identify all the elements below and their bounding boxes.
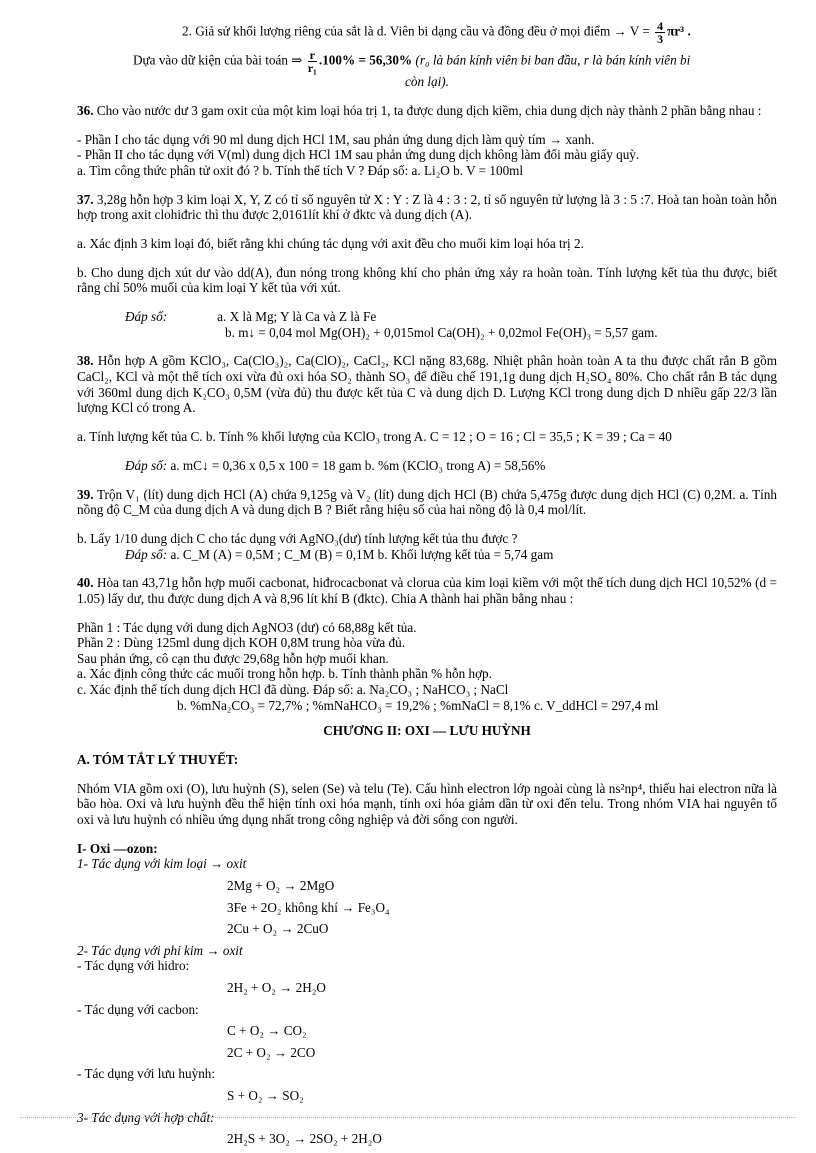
equation: 2C + O₂ → 2CO (227, 1044, 316, 1060)
equation: 3Fe + 2O₂ không khí → Fe₃O₄ (227, 899, 390, 915)
equation: 2H₂ + O₂ → 2H₂O (227, 979, 326, 995)
document-page (77, 20, 777, 1153)
question-38: 38. Hỗn hợp A gồm KClO₃, Ca(ClO₃)₂, Ca(ClO)₂, CaCl₂, KCl nặng 83,68g. Nhiệt phân hoàn toàn A ta thu được chất rắn B gồm CaCl₂, KCl và một thể tích oxi vừa đủ oxi hóa SO₂ thành SO₃ để điều chế 191,1g dung dịch H₂SO₄ 80%. Cho chất rắn B tác dụng với 360ml dung dịch K₂CO₃ 0,5M (vừa đủ) thu được kết tủa C và dung dịch D. Lượng KCl trong dung dịch D nhiều gấp 22/3 lần lượng KCl có trong A. a. Tính lượng kết tủa C. b. Tính % khối lượng của KClO₃ trong A. C = 12 ; O = 16 ; Cl = 35,5 ; K = 39 ; Ca = 40 Đáp số: a. mC↓ = 0,36 x 0,5 x 100 = 18 gam b. %m (KClO₃ trong A) = 58,56% (77, 353, 777, 473)
subsection-1: 1- Tác dụng với kim loại → oxit (77, 856, 247, 872)
equation: S + O₂ → SO₂ (227, 1087, 304, 1103)
chapter-title: CHƯƠNG II: OXI — LƯU HUỲNH (323, 723, 531, 739)
equation: 2Cu + O₂ → 2CuO (227, 921, 329, 937)
subsection-3: 3- Tác dụng với hợp chất: (77, 1109, 215, 1125)
equation: 2Mg + O₂ → 2MgO (227, 877, 335, 893)
sulfur-label: - Tác dụng với lưu huỳnh: (77, 1066, 216, 1082)
carbon-label: - Tác dụng với cacbon: (77, 1001, 199, 1017)
part-1-heading: I- Oxi —ozon: (77, 840, 158, 856)
ratio-note-continued: còn lại). (405, 74, 449, 89)
ratio-formula-line: Dựa vào dữ kiện của bài toán ⇒ $\frac{r}{\text{r₁}}$ .100% = 56,30% (r₀ là bán kính viên bi ban đầu, r là bán kính viên bi (133, 48, 691, 75)
section-a-heading: A. TÓM TẮT LÝ THUYẾT: (77, 752, 239, 768)
subsection-2: 2- Tác dụng với phi kim → oxit (77, 942, 243, 958)
question-39: 39. Trộn V₁ (lít) dung dịch HCl (A) chứa 9,125g và V₂ (lít) dung dịch HCl (B) chứa 5,475g được dung dịch HCl (C) 0,2M. a. Tính nồng độ C_M của dung dịch A và dung dịch B ? Biết rằng hiệu số của hai nồng độ là 0,4 mol/lít. b. Lấy 1/10 dung dịch C cho tác dụng với AgNO₃(dư) tính lượng kết tủa thu được ? Đáp số: a. C_M (A) = 0,5M ; C_M (B) = 0,1M b. Khối lượng kết tủa = 5,74 gam (77, 486, 777, 562)
question-37: 37. 3,28g hỗn hợp 3 kim loại X, Y, Z có tỉ số nguyên tử X : Y : Z là 4 : 3 : 2, tỉ số nguyên tử lượng là 3 : 5 :7. Hoà tan hoàn toàn hỗn hợp trong axit clohiđric thì thu được 2,0161lít khí ở đktc và dung dịch (A). a. Xác định 3 kim loại đó, biết rằng khi chúng tác dụng với axit đều cho muối kim loại hóa trị 2. b. Cho dung dịch xút dư vào dd(A), đun nóng trong không khí cho phản ứng xảy ra hoàn toàn. Tính lượng kết tủa thu được, biết rằng chỉ 50% muối của kim loại Y kết tủa với xút. Đáp số: a. X là Mg; Y là Ca và Z là Fe b. m↓ = 0,04 mol Mg(OH)₂ + 0,015mol Ca(OH)₂ + 0,02mol Fe(OH)₃ = 5,57 gam. (77, 191, 777, 340)
fraction-4-3: $\frac{4}{3}$ (657, 19, 664, 46)
volume-formula-line: 2. Giả sử khối lượng riêng của sắt là d. Viên bi dạng cầu và đồng đều ở mọi điểm → V = $\frac{4}{3}$ πr³ . (182, 19, 691, 46)
page-bottom-rule (20, 1117, 796, 1118)
equation: C + O₂ → CO₂ (227, 1023, 307, 1039)
hydrogen-label: - Tác dụng với hidro: (77, 958, 190, 974)
equation: 2H₂S + 3O₂ → 2SO₂ + 2H₂O (227, 1131, 382, 1147)
question-40: 40. Hòa tan 43,71g hỗn hợp muối cacbonat, hiđrocacbonat và clorua của kim loại kiềm với một thể tích dung dịch HCl 10,52% (d = 1.05) lấy dư, thu được dung dịch A và 8,96 lít khí B (đktc). Chia A thành hai phần bằng nhau : Phần 1 : Tác dụng với dung dịch AgNO3 (dư) có 68,88g kết tủa. Phần 2 : Dùng 125ml dung dịch KOH 0,8M trung hòa vừa đủ. Sau phản ứng, cô cạn thu được 29,68g hỗn hợp muối khan. a. Xác định công thức các muối trong hỗn hợp. b. Tính thành phần % hỗn hợp. c. Xác định thể tích dung dịch HCl đã dùng. Đáp số: a. Na₂CO₃ ; NaHCO₃ ; NaCl b. %mNa₂CO₃ = 72,7% ; %mNaHCO₃ = 19,2% ; %mNaCl = 8,1% c. V_ddHCl = 297,4 ml (77, 575, 777, 713)
question-36: 36. Cho vào nước dư 3 gam oxit của một kim loại hóa trị 1, ta được dung dịch kiềm, chia dung dịch này thành 2 phần bằng nhau : - Phần I cho tác dụng với 90 ml dung dịch HCl 1M, sau phản ứng dung dịch làm quỳ tím → xanh. - Phần II cho tác dụng với V(ml) dung dịch HCl 1M sau phản ứng dung dịch không làm đổi màu giấy quỳ. a. Tìm công thức phân tử oxit đó ? b. Tính thể tích V ? Đáp số: a. Li₂O b. V = 100ml (77, 102, 762, 178)
fraction-r-r1: $\frac{r}{\text{r₁}}$ (307, 48, 317, 75)
chapter-intro: Nhóm VIA gồm oxi (O), lưu huỳnh (S), selen (Se) và telu (Te). Cấu hình electron lớp ngoài cùng là ns²np⁴, thiếu hai electron nữa là bão hòa. Oxi và lưu huỳnh đều thể hiện tính oxi hóa mạnh, tính oxi hóa giảm dần từ oxi đến telu. Trong nhóm VIA hai nguyên tố oxi và lưu huỳnh có nhiều ứng dụng nhất trong công nghiệp và đời sống con người. (77, 780, 777, 827)
